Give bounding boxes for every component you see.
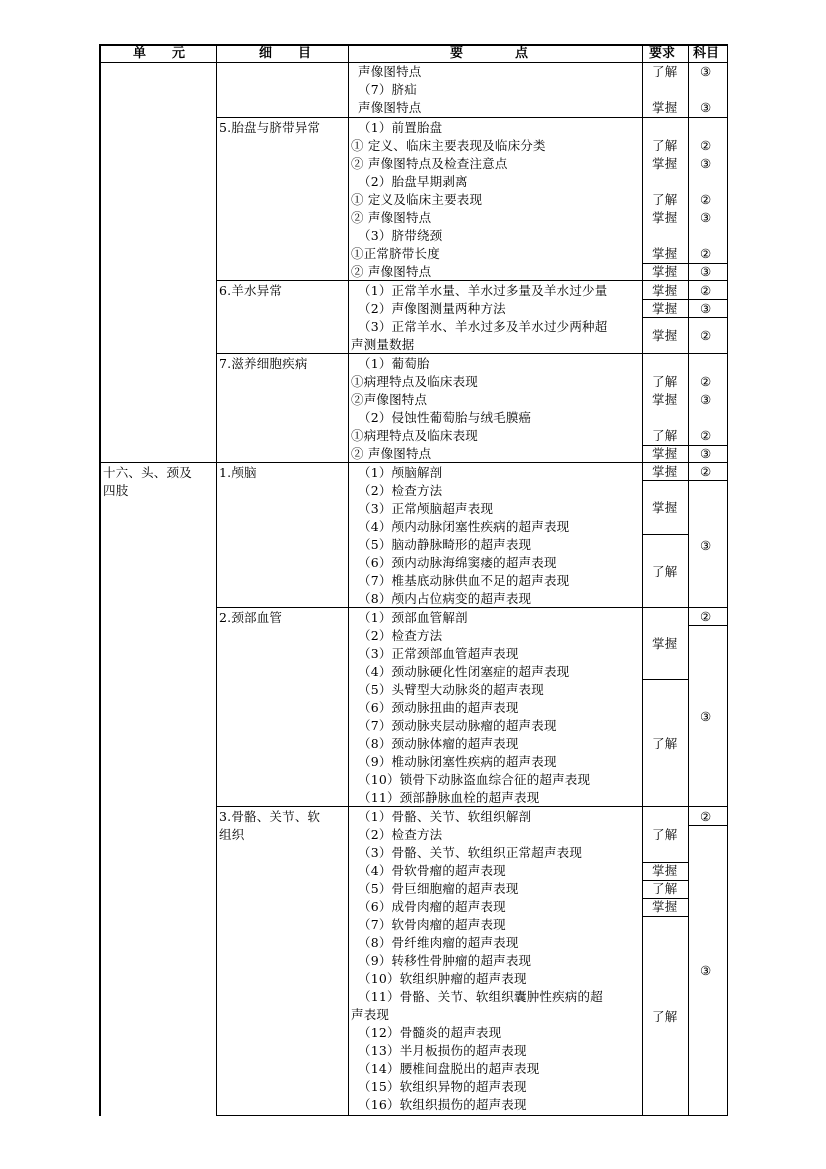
req-text: 掌握	[652, 464, 678, 479]
header-detail: 细 目	[259, 46, 312, 61]
point-text: ①病理特点及临床表现	[351, 428, 479, 443]
subj-text: ②	[700, 464, 712, 479]
point-text: 声像图特点	[358, 64, 422, 79]
col-border-req	[688, 44, 689, 1116]
req-text: 掌握	[652, 156, 678, 171]
cell-divider	[642, 317, 728, 318]
detail-label: 5.胎盘与脐带异常	[219, 120, 321, 135]
subj-text: ③	[700, 963, 712, 978]
detail-label: 7.滋养细胞疾病	[219, 356, 308, 371]
row-divider-bottom	[216, 1115, 728, 1116]
detail-label: 3.骨骼、关节、软	[219, 809, 321, 824]
point-text: （3）正常羊水、羊水过多及羊水过少两种超	[358, 319, 608, 334]
point-text: （10）软组织肿瘤的超声表现	[358, 971, 527, 986]
subj-text: ③	[700, 392, 712, 407]
req-text: 掌握	[652, 283, 678, 298]
point-text: （2）侵蚀性葡萄胎与绒毛膜癌	[358, 410, 532, 425]
req-text: 了解	[652, 1009, 678, 1024]
subj-text: ③	[700, 156, 712, 171]
req-text: 了解	[652, 564, 678, 579]
req-text: 掌握	[652, 392, 678, 407]
req-text: 掌握	[652, 246, 678, 261]
point-text: 声表现	[351, 1007, 390, 1022]
req-text: 掌握	[652, 863, 678, 878]
point-text: （3）正常颈部血管超声表现	[358, 646, 519, 661]
req-text: 了解	[652, 138, 678, 153]
detail-label: 2.颈部血管	[219, 610, 283, 625]
point-text: （11）颈部静脉血栓的超声表现	[358, 790, 540, 805]
point-text: （6）颈内动脉海绵窦瘘的超声表现	[358, 555, 557, 570]
req-text: 掌握	[652, 899, 678, 914]
subj-text: ②	[700, 138, 712, 153]
point-text: （11）骨骼、关节、软组织囊肿性疾病的超	[358, 989, 603, 1004]
header-requirement: 要求	[649, 46, 676, 61]
subj-text: ②	[700, 246, 712, 261]
point-text: 声测量数据	[351, 337, 415, 352]
req-text: 掌握	[652, 264, 678, 279]
col-border-right	[727, 44, 728, 1116]
req-text: 掌握	[652, 100, 678, 115]
subj-text: ②	[700, 328, 712, 343]
point-text: ② 声像图特点及检查注意点	[351, 156, 508, 171]
req-text: 了解	[652, 736, 678, 751]
req-text: 了解	[652, 374, 678, 389]
header-unit: 单 元	[133, 46, 186, 61]
subj-text: ②	[700, 428, 712, 443]
point-text: （10）锁骨下动脉盗血综合征的超声表现	[358, 772, 591, 787]
subj-text: ③	[700, 709, 712, 724]
cell-divider	[688, 625, 728, 626]
point-text: ②声像图特点	[351, 392, 428, 407]
col-border-left	[99, 44, 101, 1116]
req-text: 了解	[652, 881, 678, 896]
req-text: 了解	[652, 192, 678, 207]
req-text: 了解	[652, 428, 678, 443]
detail-label: 6.羊水异常	[219, 283, 283, 298]
point-text: ② 声像图特点	[351, 210, 432, 225]
point-text: （3）脐带绕颈	[358, 228, 443, 243]
cell-divider	[642, 299, 728, 300]
req-text: 了解	[652, 64, 678, 79]
point-text: （8）颈动脉体瘤的超声表现	[358, 736, 519, 751]
point-text: （15）软组织异物的超声表现	[358, 1079, 527, 1094]
point-text: （4）颈动脉硬化性闭塞症的超声表现	[358, 664, 570, 679]
point-text: （5）骨巨细胞瘤的超声表现	[358, 881, 519, 896]
point-text: ② 声像图特点	[351, 446, 432, 461]
point-text: （4）颅内动脉闭塞性疾病的超声表现	[358, 519, 570, 534]
cell-divider	[642, 480, 728, 481]
point-text: （2）检查方法	[358, 628, 443, 643]
point-text: （7）颈动脉夹层动脉瘤的超声表现	[358, 718, 557, 733]
point-text: ① 定义及临床主要表现	[351, 192, 483, 207]
point-text: （12）骨髓炎的超声表现	[358, 1025, 502, 1040]
req-text: 了解	[652, 827, 678, 842]
point-text: （6）成骨肉瘤的超声表现	[358, 899, 506, 914]
detail-label: 1.颅脑	[219, 465, 257, 480]
cell-divider	[642, 534, 688, 535]
cell-divider	[642, 916, 688, 917]
header-subject: 科目	[693, 46, 720, 61]
req-text: 掌握	[652, 328, 678, 343]
subj-text: ③	[700, 100, 712, 115]
cell-divider	[688, 825, 728, 826]
point-text: 声像图特点	[358, 100, 422, 115]
point-text: ② 声像图特点	[351, 264, 432, 279]
row-divider	[216, 607, 728, 608]
point-text: ①正常脐带长度	[351, 246, 440, 261]
point-text: （1）骨骼、关节、软组织解剖	[358, 809, 532, 824]
point-text: （5）脑动静脉畸形的超声表现	[358, 537, 532, 552]
subj-text: ③	[700, 264, 712, 279]
cell-divider	[642, 445, 728, 446]
req-text: 掌握	[652, 636, 678, 651]
cell-divider	[642, 679, 688, 680]
point-text: （4）骨软骨瘤的超声表现	[358, 863, 506, 878]
col-border-points	[642, 44, 643, 1116]
point-text: （3）骨骼、关节、软组织正常超声表现	[358, 845, 583, 860]
point-text: （9）转移性骨肿瘤的超声表现	[358, 953, 532, 968]
subj-text: ②	[700, 283, 712, 298]
point-text: （8）骨纤维肉瘤的超声表现	[358, 935, 519, 950]
point-text: （1）正常羊水量、羊水过多量及羊水过少量	[358, 283, 608, 298]
table-top-border	[99, 44, 728, 46]
cell-divider	[642, 898, 688, 899]
point-text: （1）颈部血管解剖	[358, 610, 468, 625]
point-text: （16）软组织损伤的超声表现	[358, 1097, 527, 1112]
point-text: （3）正常颅脑超声表现	[358, 501, 494, 516]
point-text: （2）检查方法	[358, 827, 443, 842]
point-text: （1）前置胎盘	[358, 120, 443, 135]
subj-text: ③	[700, 301, 712, 316]
req-text: 掌握	[652, 210, 678, 225]
row-divider	[216, 117, 728, 118]
cell-divider	[642, 862, 688, 863]
row-divider	[99, 462, 728, 463]
row-divider	[216, 353, 728, 354]
cell-divider	[642, 880, 688, 881]
point-text: （9）椎动脉闭塞性疾病的超声表现	[358, 754, 557, 769]
cell-divider	[642, 263, 728, 264]
point-text: （2）胎盘早期剥离	[358, 174, 468, 189]
point-text: （1）颅脑解剖	[358, 465, 443, 480]
col-border-detail	[348, 44, 349, 1116]
point-text: （1）葡萄胎	[358, 356, 430, 371]
point-text: （8）颅内占位病变的超声表现	[358, 591, 532, 606]
subj-text: ③	[700, 446, 712, 461]
row-divider	[216, 280, 728, 281]
unit-label: 四肢	[103, 483, 129, 498]
subj-text: ③	[700, 210, 712, 225]
col-border-unit	[216, 44, 217, 1116]
subj-text: ②	[700, 374, 712, 389]
point-text: （7）脐疝	[358, 82, 417, 97]
subj-text: ②	[700, 809, 712, 824]
point-text: （13）半月板损伤的超声表现	[358, 1043, 527, 1058]
header-points: 要 点	[450, 46, 529, 61]
point-text: ①病理特点及临床表现	[351, 374, 479, 389]
detail-label: 组织	[219, 827, 245, 842]
subj-text: ③	[700, 64, 712, 79]
point-text: （6）颈动脉扭曲的超声表现	[358, 700, 519, 715]
point-text: ① 定义、临床主要表现及临床分类	[351, 138, 546, 153]
req-text: 掌握	[652, 301, 678, 316]
point-text: （2）检查方法	[358, 483, 443, 498]
req-text: 掌握	[652, 446, 678, 461]
point-text: （5）头臂型大动脉炎的超声表现	[358, 682, 544, 697]
subj-text: ②	[700, 192, 712, 207]
unit-label: 十六、头、颈及	[103, 465, 192, 480]
subj-text: ③	[700, 538, 712, 553]
row-divider	[216, 806, 728, 807]
subj-text: ②	[700, 609, 712, 624]
point-text: （2）声像图测量两种方法	[358, 301, 506, 316]
point-text: （14）腰椎间盘脱出的超声表现	[358, 1061, 540, 1076]
point-text: （7）椎基底动脉供血不足的超声表现	[358, 573, 570, 588]
point-text: （7）软骨肉瘤的超声表现	[358, 917, 506, 932]
req-text: 掌握	[652, 500, 678, 515]
